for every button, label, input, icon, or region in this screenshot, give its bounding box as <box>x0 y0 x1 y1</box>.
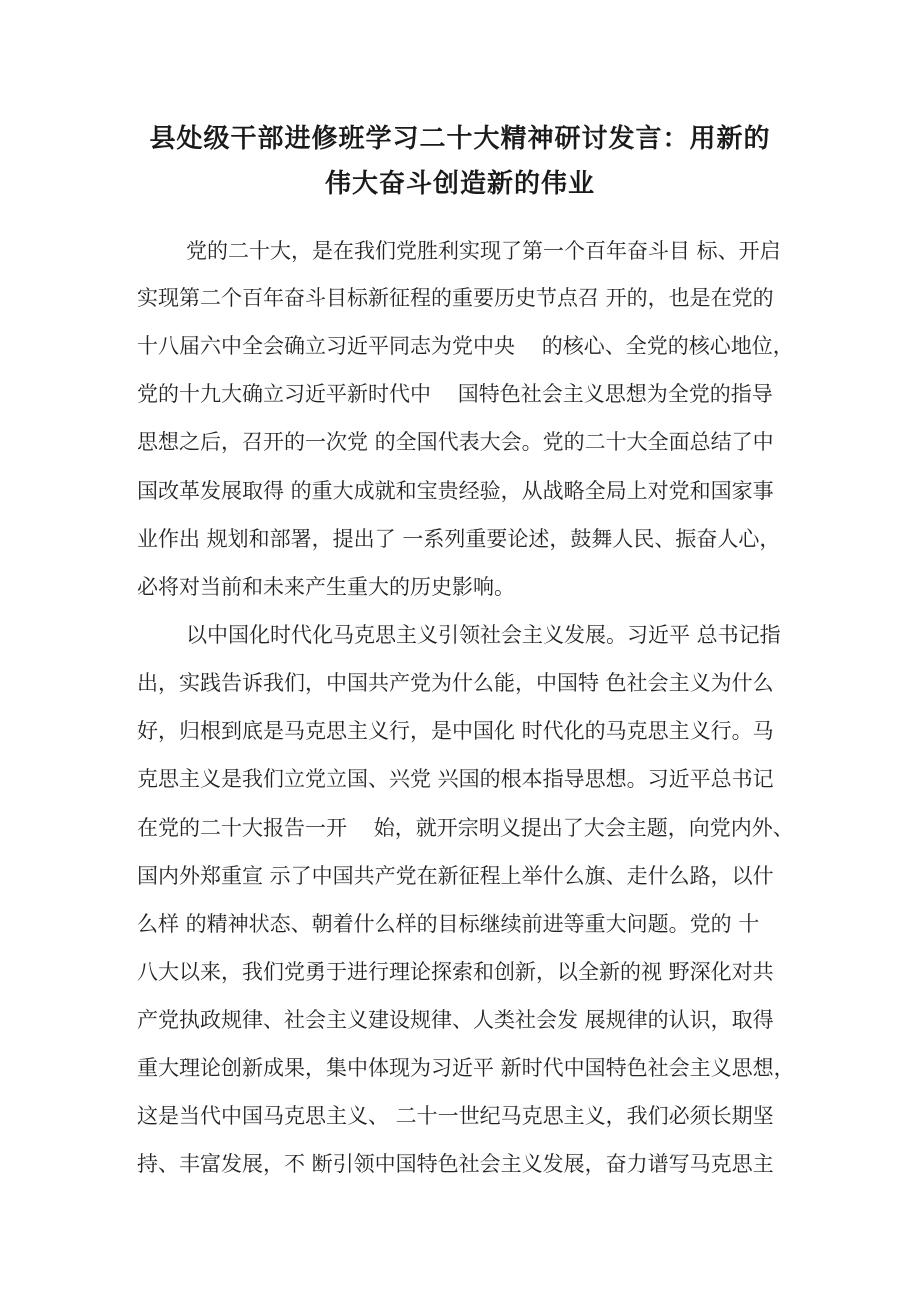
paragraph-2-line: 以中国化时代化马克思主义引领社会主义发展。习近平 总书记指 <box>186 623 781 647</box>
paragraph-2-line: 重大理论创新成果，集中体现为习近平 新时代中国特色社会主义思想， <box>137 1056 795 1080</box>
paragraph-1-line: 必将对当前和未来产生重大的历史影响。 <box>137 575 515 599</box>
document-title-line-2: 伟大奋斗创造新的伟业 <box>324 169 595 199</box>
paragraph-1-line: 党的十九大确立习近平新时代中 国特色社会主义思想为全党的指导 <box>137 382 773 406</box>
paragraph-2-line: 持、丰富发展，不 断引领中国特色社会主义发展，奋力谱写马克思主 <box>137 1152 774 1176</box>
paragraph-1-line: 十八届六中全会确立习近平同志为党中央 的核心、全党的核心地位， <box>137 334 794 358</box>
paragraph-2-line: 在党的二十大报告一开 始，就开宗明义提出了大会主题，向党内外、 <box>137 816 794 840</box>
paragraph-2-line: 国内外郑重宣 示了中国共产党在新征程上举什么旗、走什么路，以什 <box>137 864 774 888</box>
paragraph-1-line: 实现第二个百年奋斗目标新征程的重要历史节点召 开的，也是在党的 <box>137 286 774 310</box>
paragraph-2-line: 出，实践告诉我们，中国共产党为什么能，中国特 色社会主义为什么 <box>137 671 774 695</box>
paragraph-2-line: 八大以来，我们党勇于进行理论探索和创新，以全新的视 野深化对共 <box>137 960 774 984</box>
paragraph-1-line: 国改革发展取得 的重大成就和宝贵经验，从战略全局上对党和国家事 <box>137 479 774 503</box>
paragraph-2-line: 好，归根到底是马克思主义行，是中国化 时代化的马克思主义行。马 <box>137 719 774 743</box>
paragraph-1-line: 业作出 规划和部署，提出了 一系列重要论述，鼓舞人民、振奋人心， <box>137 527 781 551</box>
paragraph-2-line: 克思主义是我们立党立国、兴党 兴国的根本指导思想。习近平总书记 <box>137 767 774 791</box>
paragraph-2-line: 产党执政规律、社会主义建设规律、人类社会发 展规律的认识，取得 <box>137 1008 774 1032</box>
document-title-line-1: 县处级干部进修班学习二十大精神研讨发言：用新的 <box>149 124 771 154</box>
paragraph-1-line: 党的二十大，是在我们党胜利实现了第一个百年奋斗目 标、开启 <box>186 239 781 263</box>
paragraph-2-line: 这是当代中国马克思主义、 二十一世纪马克思主义，我们必须长期坚 <box>137 1104 774 1128</box>
paragraph-2-line: 么样 的精神状态、朝着什么样的目标继续前进等重大问题。党的 十 <box>137 912 760 936</box>
paragraph-1-line: 思想之后，召开的一次党 的全国代表大会。党的二十大全面总结了中 <box>137 430 774 454</box>
